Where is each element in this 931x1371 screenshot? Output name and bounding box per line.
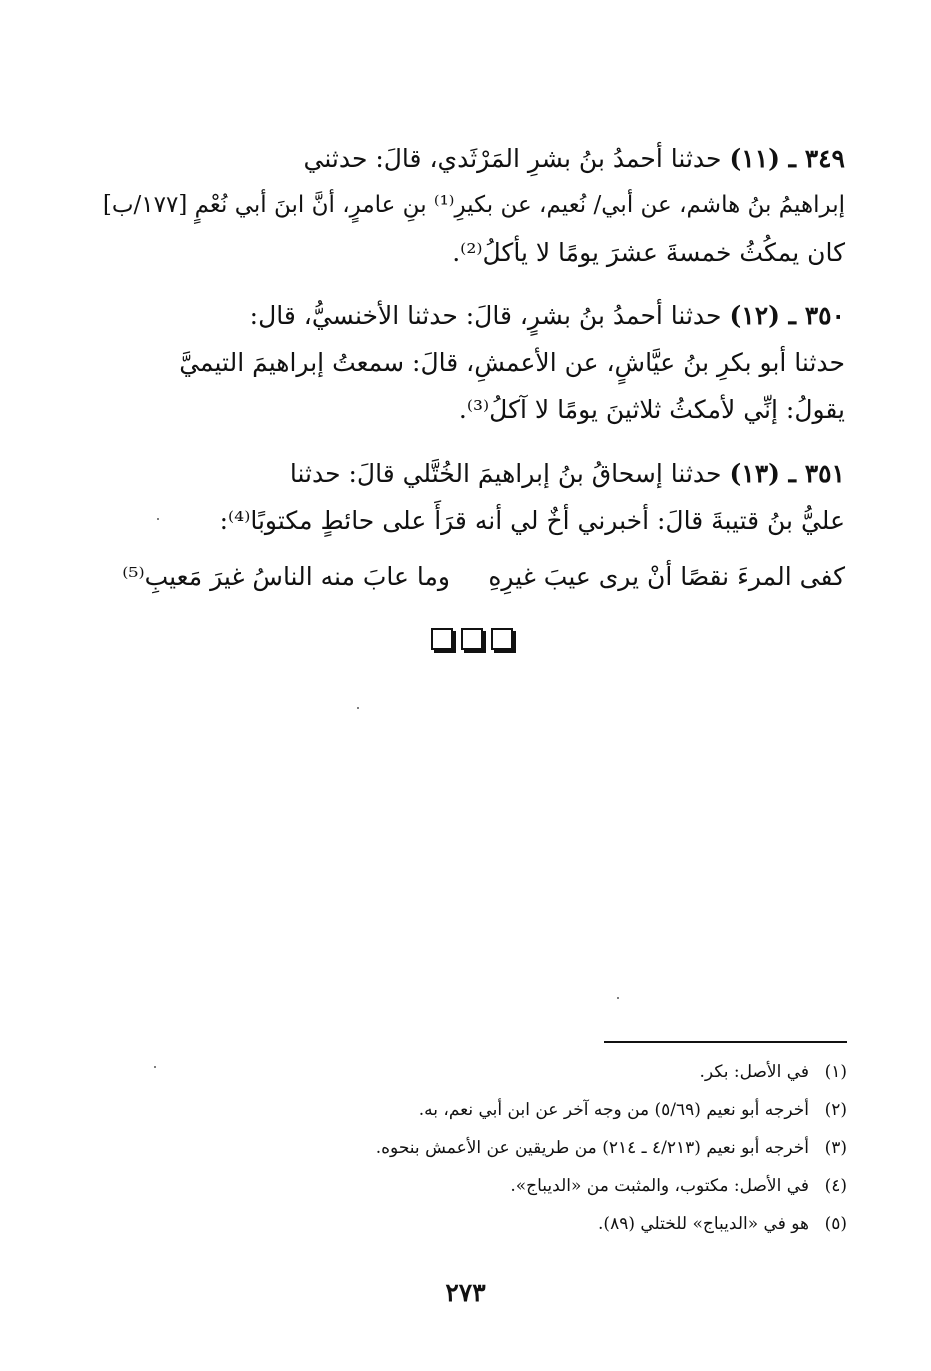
verse-second-hemistich: وما عابَ منه الناسُ غيرَ مَعيبِ⁽⁵⁾: [122, 562, 450, 591]
hadith-number: ٣٥٠ ـ (١٢): [729, 301, 845, 330]
hadith-line: يقولُ: إنِّي لأمكثُ ثلاثينَ يومًا لا آكلُ⁽³⁾.: [458, 395, 845, 424]
hadith-349: [85, 135, 845, 276]
verse-first-hemistich: كفى المرءَ نقصًا أنْ يرى عيبَ غيرِهِ: [488, 562, 845, 591]
footnote-number: (٥): [824, 1214, 847, 1234]
hadith-line: ٣٤٩ ـ (١١) حدثنا أحمدُ بنُ بشرِ المَرْثَدي، قالَ: حدثني: [303, 144, 845, 173]
footnote-number: (٢): [824, 1100, 847, 1120]
hadith-line: حدثنا أبو بكرِ بنُ عيَّاشٍ، عن الأعمشِ، قالَ: سمعتُ إبراهيمَ التيميَّ: [179, 348, 845, 377]
hadith-line: ٣٥١ ـ (١٣) حدثنا إسحاقُ بنُ إبراهيمَ الخُتَّلي قالَ: حدثنا: [289, 459, 845, 488]
separator-box-icon: [461, 628, 483, 650]
separator-box-icon: [431, 628, 453, 650]
footnote: [227, 1205, 847, 1243]
footnote-number: (٣): [824, 1138, 847, 1158]
footnote: [227, 1091, 847, 1129]
hadith-number: ٣٤٩ ـ (١١): [729, 144, 845, 173]
footnote: [227, 1053, 847, 1091]
footnote-text: في الأصل: بكر.: [699, 1062, 809, 1082]
footnote-divider: [604, 1041, 847, 1043]
scan-speck: [157, 518, 159, 520]
footnotes: [227, 1053, 847, 1243]
scan-speck: [154, 1066, 156, 1068]
footnote-text: هو في «الديباج» للختلي (٨٩).: [598, 1214, 809, 1234]
hadith-line: ٣٥٠ ـ (١٢) حدثنا أحمدُ بنُ بشرٍ، قالَ: حدثنا الأخنسيُّ، قال:: [249, 301, 845, 330]
page-number: ٢٧٣: [445, 1278, 486, 1307]
separator-box-icon: [491, 628, 513, 650]
footnote: [227, 1129, 847, 1167]
footnote: [227, 1167, 847, 1205]
footnote-number: (٤): [824, 1176, 847, 1196]
section-separator: [431, 628, 541, 658]
hadith-351: [85, 450, 845, 544]
hadith-number: ٣٥١ ـ (١٣): [729, 459, 845, 488]
poetry-verse: [85, 553, 845, 600]
footnote-text: أخرجه أبو نعيم (٥/٦٩) من وجه آخر عن ابن أبي نعم، به.: [418, 1100, 809, 1120]
hadith-line: كان يمكُثُ خمسةَ عشرَ يومًا لا يأكلُ⁽²⁾.: [452, 238, 845, 267]
verse-gap: [450, 553, 490, 600]
hadith-350: [85, 292, 845, 433]
scan-speck: [617, 997, 619, 999]
hadith-line: إبراهيمُ بنُ هاشم، عن أبي/ نُعيم، عن بكيرِ⁽¹⁾ بنِ عامرٍ، أنَّ ابنَ أبي نُعْمٍ [١٧٧/ب]: [102, 192, 845, 218]
footnote-text: في الأصل: مكتوب، والمثبت من «الديباج».: [510, 1176, 809, 1196]
footnote-number: (١): [824, 1062, 847, 1082]
scan-speck: [357, 707, 359, 709]
footnote-text: أخرجه أبو نعيم (٤/٢١٣ ـ ٢١٤) من طريقين عن الأعمش بنحوه.: [375, 1138, 809, 1158]
hadith-line: عليُّ بنُ قتيبةَ قالَ: أخبرني أخٌ لي أنه قرَأَ على حائطٍ مكتوبًا⁽⁴⁾:: [219, 506, 845, 535]
